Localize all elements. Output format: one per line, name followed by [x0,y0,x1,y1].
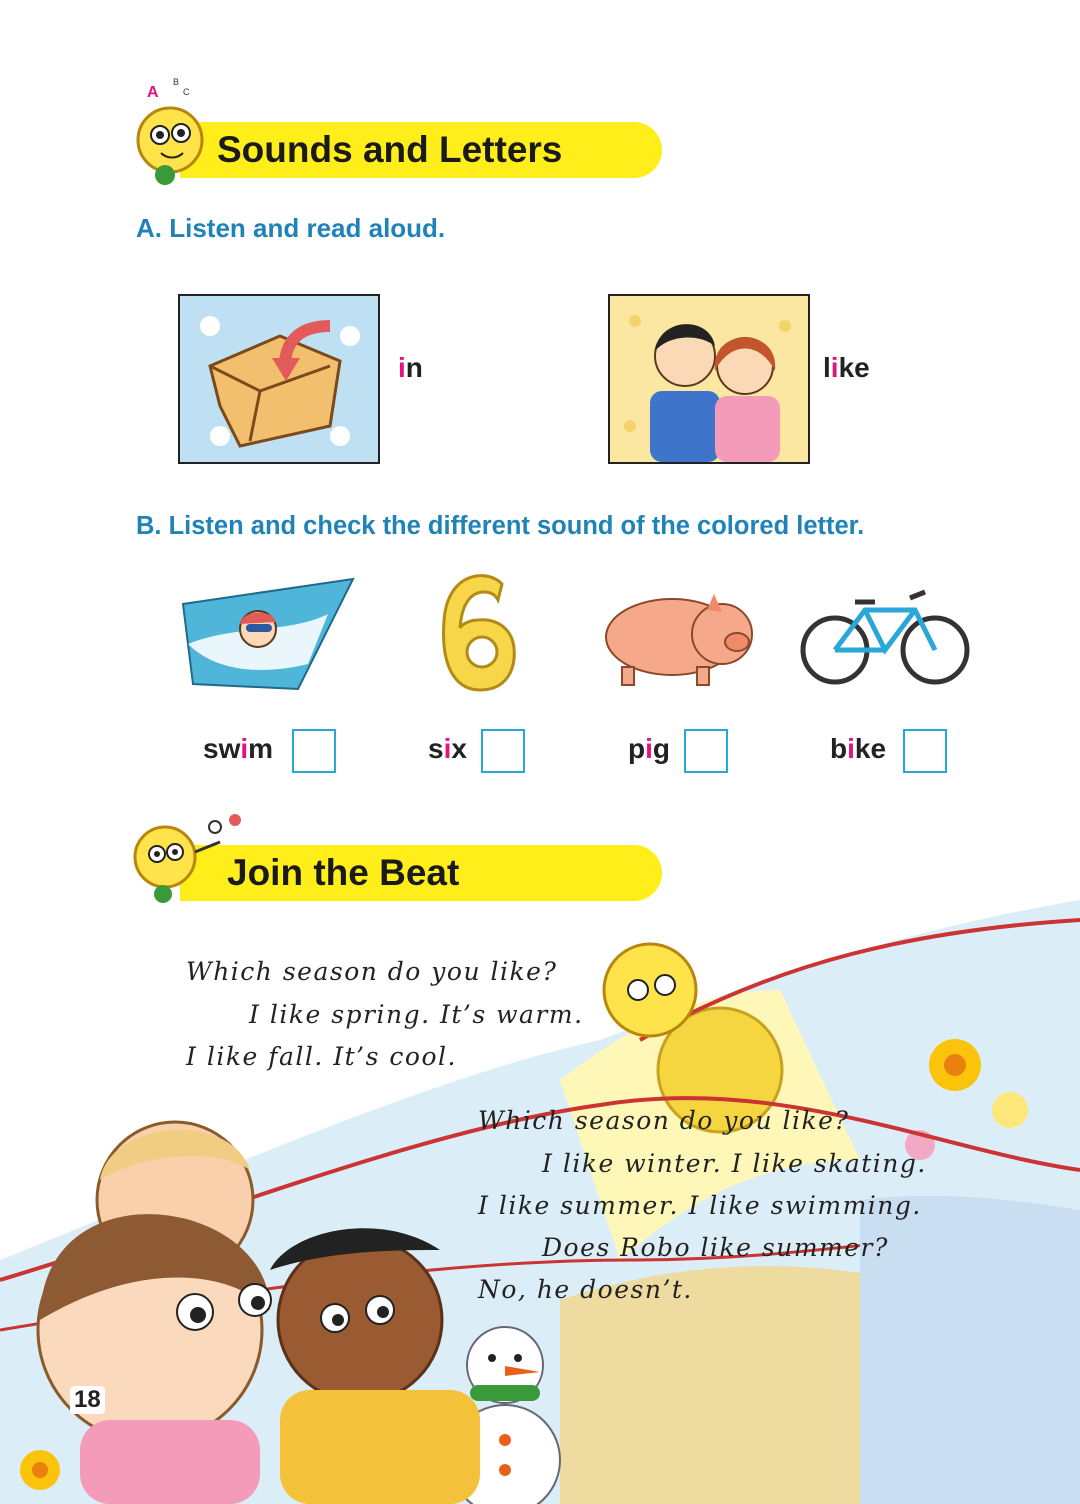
word-like: like [823,352,870,383]
word-in: in [398,352,423,383]
word-pig: pig [628,733,670,764]
swimmer-icon [178,574,358,694]
chant-line: Which season do you like? [186,957,558,986]
chant-line: I like fall. It’s cool. [186,1042,457,1071]
checkbox-six[interactable] [481,729,525,773]
instruction-a: A. Listen and read aloud. [136,213,446,243]
boy-girl-picture [608,294,810,464]
chant-line: I like summer. I like swimming. [478,1191,922,1220]
chant-line: Does Robo like summer? [542,1233,889,1262]
box-arrow-icon [180,296,378,462]
checkbox-pig[interactable] [684,729,728,773]
svg-text:A: A [147,84,159,101]
page-number: 18 [70,1386,105,1414]
svg-text:C: C [183,87,190,97]
word-swim: swim [203,733,274,764]
chant-line: Which season do you like? [478,1106,850,1135]
boy-girl-icon [610,296,808,462]
svg-text:B: B [173,77,180,87]
checkbox-bike[interactable] [903,729,947,773]
number-six-icon [432,566,522,694]
instruction-b: B. Listen and check the different sound of the colored letter. [136,512,865,540]
word-six: six [428,733,467,764]
pig-icon [602,592,762,688]
chant-line: No, he doesn’t. [478,1275,693,1304]
bicycle-icon [800,580,970,690]
chant-line: I like spring. It’s warm. [249,1000,584,1029]
word-bike: bike [830,733,887,764]
box-arrow-picture [178,294,380,464]
chant-line: I like winter. I like skating. [542,1149,927,1178]
section-title-beat: Join the Beat [227,852,460,893]
robo-mascot-icon [125,75,215,190]
checkbox-swim[interactable] [292,729,336,773]
section-title: Sounds and Letters [217,129,563,170]
